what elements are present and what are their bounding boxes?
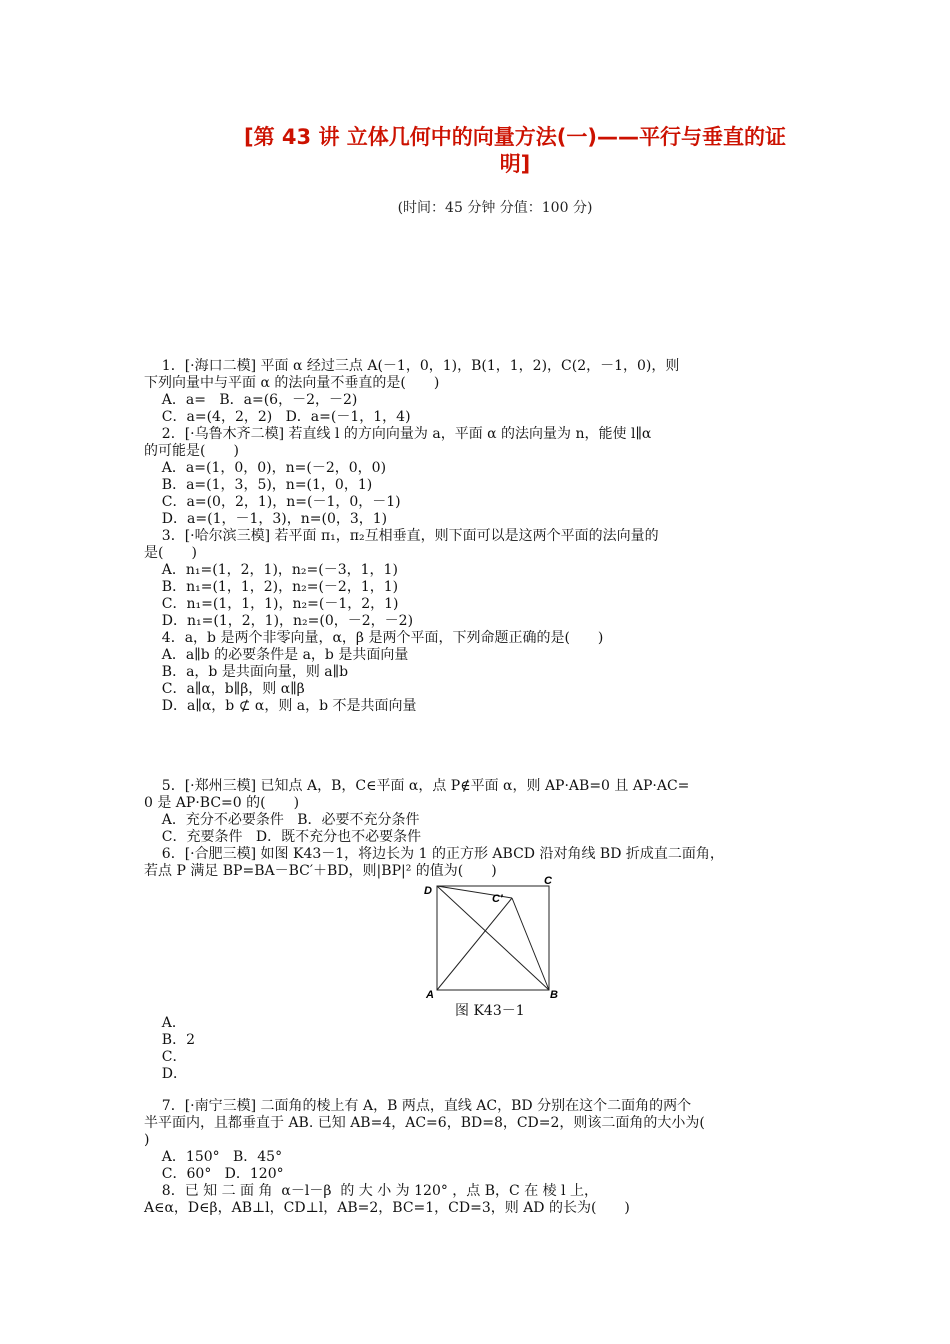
- label-d: D: [424, 885, 432, 897]
- text-line: 3．[·哈尔滨三模] 若平面 π₁，π₂互相垂直，则下面可以是这两个平面的法向量的: [144, 528, 659, 544]
- text-line: A．: [144, 1015, 186, 1031]
- text-line: A∈α，D∈β，AB⊥l，CD⊥l，AB=2，BC=1，CD=3，则 AD 的长为( ): [144, 1200, 630, 1216]
- text-line: D．a=(1，－1，3)，n=(0，3，1): [144, 511, 388, 527]
- text-line: C．: [144, 1049, 187, 1065]
- text-line: 下列向量中与平面 α 的法向量不垂直的是( ): [144, 375, 440, 391]
- questions-1-4: [144, 358, 809, 715]
- text-line: ): [144, 1132, 150, 1148]
- text-line: 若点 P 满足 BP=BA－BC′＋BD，则|BP|² 的值为( ): [144, 863, 497, 879]
- text-line: B．a，b 是共面向量，则 a∥b: [144, 664, 349, 680]
- text-line: A．n₁=(1，2，1)，n₂=(－3，1，1): [144, 562, 398, 578]
- text-line: C．a=(4，2，2) D．a=(－1，1，4): [144, 409, 411, 425]
- text-line: 是( ): [144, 545, 197, 561]
- text-line: B．2: [144, 1032, 195, 1048]
- text-line: B．a=(1，3，5)，n=(1，0，1): [144, 477, 373, 493]
- text-line: C．60° D．120°: [144, 1166, 284, 1182]
- text-line: A．充分不必要条件 B．必要不充分条件: [144, 812, 420, 828]
- text-line: C．n₁=(1，1，1)，n₂=(－1，2，1): [144, 596, 399, 612]
- label-c-prime: C′: [492, 893, 503, 905]
- text-line: D．: [144, 1066, 188, 1082]
- label-a: A: [426, 989, 434, 1001]
- edge-ac-prime: [437, 898, 512, 990]
- text-line: 5．[·郑州三模] 已知点 A，B，C∈平面 α，点 P∉平面 α，则 AP·AB=0 且 AP·AC=: [144, 778, 690, 794]
- text-line: C．a=(0，2，1)，n=(－1，0，－1): [144, 494, 401, 510]
- text-line: B．n₁=(1，1，2)，n₂=(－2，1，1): [144, 579, 399, 595]
- label-b: B: [550, 989, 558, 1001]
- text-line: D．a∥α，b ⊄ α，则 a，b 不是共面向量: [144, 698, 417, 714]
- time-score-info: (时间：45 分钟 分值：100 分): [397, 200, 593, 216]
- page-title: [215, 124, 815, 178]
- text-line: 6．[·合肥三模] 如图 K43－1，将边长为 1 的正方形 ABCD 沿对角线 BD 折成直二面角，: [144, 846, 724, 862]
- text-line: 7．[·南宁三模] 二面角的棱上有 A，B 两点，直线 AC，BD 分别在这个二面角的两个: [144, 1098, 692, 1114]
- text-line: 2．[·乌鲁木齐二模] 若直线 l 的方向向量为 a，平面 α 的法向量为 n，能使 l∥α: [144, 426, 652, 442]
- text-line: 1．[·海口二模] 平面 α 经过三点 A(－1，0，1)，B(1，1，2)，C(2，－1，0)，则: [144, 358, 680, 374]
- text-line: 8．已 知 二 面 角 α－l－β 的 大 小 为 120° ，点 B，C 在 棱 l 上，: [144, 1183, 599, 1199]
- text-line: 的可能是( ): [144, 443, 239, 459]
- text-line: 半平面内，且都垂直于 AB. 已知 AB=4，AC=6，BD=8，CD=2，则该二面角的大小为(: [144, 1115, 705, 1131]
- text-line: C．充要条件 D．既不充分也不必要条件: [144, 829, 422, 845]
- figure-k43-1: [420, 874, 570, 1002]
- text-line: A．a= B．a=(6，－2，－2): [144, 392, 358, 408]
- text-line: A．150° B．45°: [144, 1149, 283, 1165]
- text-line: D．n₁=(1，2，1)，n₂=(0，－2，－2): [144, 613, 414, 629]
- text-line: 4．a，b 是两个非零向量，α，β 是两个平面，下列命题正确的是( ): [144, 630, 604, 646]
- edge-c-prime-b: [512, 898, 549, 990]
- label-c: C: [544, 875, 552, 887]
- text-line: 0 是 AP·BC=0 的( ): [144, 795, 300, 811]
- text-line: A．a=(1，0，0)，n=(－2，0，0): [144, 460, 387, 476]
- questions-5-6: [144, 778, 809, 880]
- questions-7-8: [144, 1098, 809, 1217]
- figure-caption: 图 K43－1: [455, 1003, 525, 1019]
- text-line: A．a∥b 的必要条件是 a，b 是共面向量: [144, 647, 409, 663]
- title-line-2: 明]: [499, 152, 531, 176]
- question-6-options: [144, 1015, 809, 1083]
- title-line-1: [第 43 讲 立体几何中的向量方法(一)——平行与垂直的证: [244, 125, 786, 149]
- text-line: C．a∥α，b∥β，则 α∥β: [144, 681, 305, 697]
